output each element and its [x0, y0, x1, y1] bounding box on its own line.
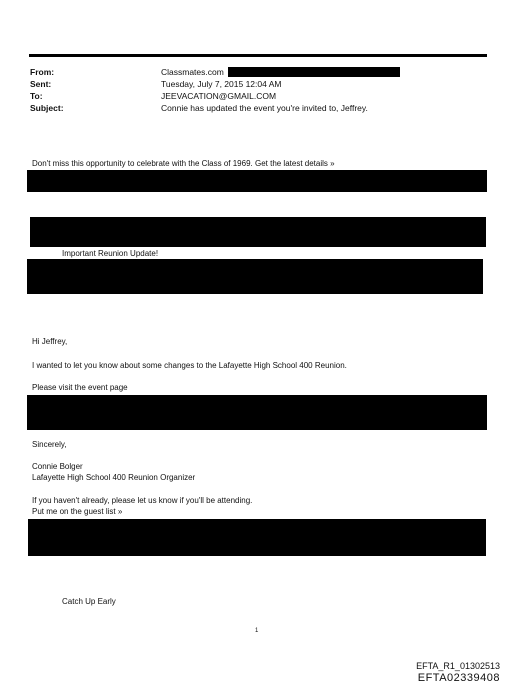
header-rule	[29, 54, 487, 57]
subject-label: Subject:	[30, 103, 64, 113]
attend-prompt: If you haven't already, please let us know if you'll be attending.	[32, 496, 253, 505]
doc-id-large: EFTA02339408	[417, 672, 500, 684]
page-number: 1	[255, 628, 259, 634]
promo-line[interactable]: Don't miss this opportunity to celebrate with the Class of 1969. Get the latest details »	[32, 159, 335, 168]
sent-label: Sent:	[30, 79, 52, 89]
update-heading: Important Reunion Update!	[62, 249, 159, 258]
signer-name: Connie Bolger	[32, 462, 83, 471]
closing: Sincerely,	[32, 440, 67, 449]
redaction-block-4	[27, 395, 487, 430]
to-value: JEEVACATION@GMAIL.COM	[161, 91, 277, 101]
from-value: Classmates.com	[161, 67, 224, 77]
from-label: From:	[30, 67, 55, 77]
catch-up-link[interactable]: Catch Up Early	[62, 597, 116, 606]
sent-value: Tuesday, July 7, 2015 12:04 AM	[161, 79, 282, 89]
subject-value: Connie has updated the event you're invited to, Jeffrey.	[161, 103, 368, 113]
doc-id-small: EFTA_R1_01302513	[416, 661, 500, 671]
visit-event-line: Please visit the event page	[32, 383, 128, 392]
redaction-block-1	[27, 170, 487, 192]
guest-list-link[interactable]: Put me on the guest list »	[32, 507, 123, 516]
redaction-block-5	[28, 519, 486, 556]
greeting: Hi Jeffrey,	[32, 337, 68, 346]
to-label: To:	[30, 91, 43, 101]
redaction-block-2	[30, 217, 486, 247]
redaction-block-3	[27, 259, 483, 294]
message-text: I wanted to let you know about some changes to the Lafayette High School 400 Reunion.	[32, 361, 347, 370]
signer-title: Lafayette High School 400 Reunion Organizer	[32, 473, 196, 482]
redaction-from-address	[228, 67, 400, 77]
